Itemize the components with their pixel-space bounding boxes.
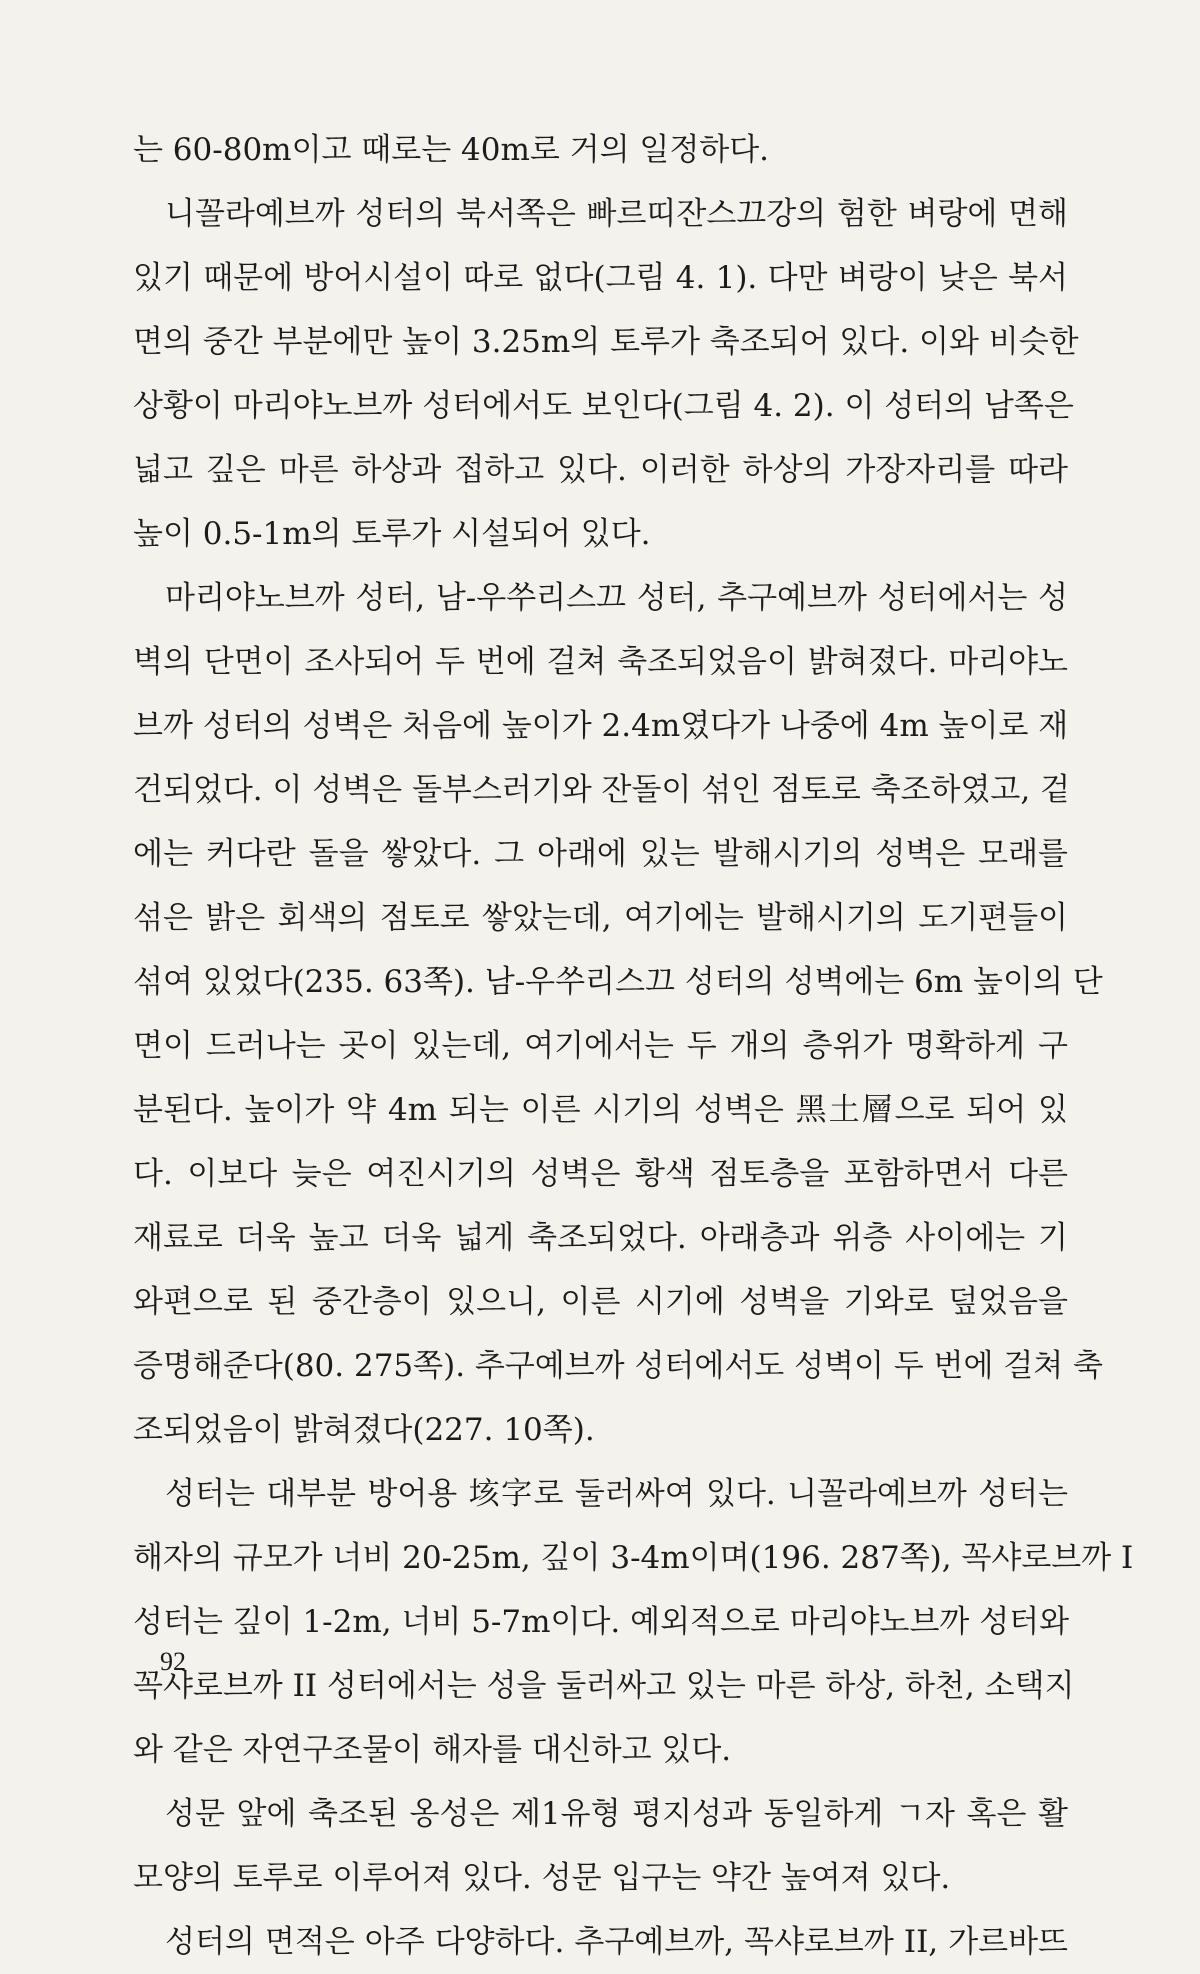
text-line: 에는 커다란 돌을 쌓았다. 그 아래에 있는 발해시기의 성벽은 모래를 — [133, 836, 1068, 872]
text-line: 니꼴라예브까 성터의 북서쪽은 빠르띠잔스끄강의 험한 벼랑에 면해 — [165, 196, 1068, 232]
text-line: 는 60-80m이고 때로는 40m로 거의 일정하다. — [133, 132, 770, 168]
text-line: 브까 성터의 성벽은 처음에 높이가 2.4m였다가 나중에 4m 높이로 재 — [133, 708, 1069, 744]
text-line: 마리야노브까 성터, 남-우쑤리스끄 성터, 추구예브까 성터에서는 성 — [165, 580, 1068, 616]
text-line: 성터는 깊이 1-2m, 너비 5-7m이다. 예외적으로 마리야노브까 성터와 — [133, 1604, 1070, 1640]
text-line: 성터의 면적은 아주 다양하다. 추구예브까, 꼭샤로브까 II, 가르바뜨 — [165, 1924, 1068, 1960]
text-line: 와편으로 된 중간층이 있으니, 이른 시기에 성벽을 기와로 덮었음을 — [133, 1284, 1068, 1320]
text-line: 성터는 대부분 방어용 垓字로 둘러싸여 있다. 니꼴라예브까 성터는 — [165, 1476, 1068, 1512]
text-line: 섞은 밝은 회색의 점토로 쌓았는데, 여기에는 발해시기의 도기편들이 — [133, 900, 1068, 936]
text-line: 성문 앞에 축조된 옹성은 제1유형 평지성과 동일하게 ㄱ자 혹은 활 — [165, 1796, 1068, 1832]
text-line: 조되었음이 밝혀졌다(227. 10쪽). — [133, 1412, 595, 1448]
text-line: 넓고 깊은 마른 하상과 접하고 있다. 이러한 하상의 가장자리를 따라 — [133, 452, 1068, 488]
text-line: 높이 0.5-1m의 토루가 시설되어 있다. — [133, 516, 651, 552]
text-line: 섞여 있었다(235. 63쪽). 남-우쑤리스끄 성터의 성벽에는 6m 높이의 단 — [133, 964, 1103, 1000]
text-line: 상황이 마리야노브까 성터에서도 보인다(그림 4. 2). 이 성터의 남쪽은 — [133, 388, 1074, 424]
text-line: 와 같은 자연구조물이 해자를 대신하고 있다. — [133, 1732, 732, 1768]
text-line: 다. 이보다 늦은 여진시기의 성벽은 황색 점토층을 포함하면서 다른 — [133, 1156, 1068, 1192]
text-line: 증명해준다(80. 275쪽). 추구예브까 성터에서도 성벽이 두 번에 걸쳐 축 — [133, 1348, 1103, 1384]
text-line: 모양의 토루로 이루어져 있다. 성문 입구는 약간 높여져 있다. — [133, 1860, 951, 1896]
text-line: 분된다. 높이가 약 4m 되는 이른 시기의 성벽은 黑土層으로 되어 있 — [133, 1092, 1068, 1128]
text-line: 꼭샤로브까 II 성터에서는 성을 둘러싸고 있는 마른 하상, 하천, 소택지 — [133, 1668, 1075, 1704]
text-line: 있기 때문에 방어시설이 따로 없다(그림 4. 1). 다만 벼랑이 낮은 북서 — [133, 260, 1068, 296]
text-line: 면의 중간 부분에만 높이 3.25m의 토루가 축조되어 있다. 이와 비슷한 — [133, 324, 1079, 360]
text-line: 해자의 규모가 너비 20-25m, 깊이 3-4m이며(196. 287쪽), 꼭샤로브까 I — [133, 1540, 1134, 1576]
body-text — [133, 118, 1134, 1974]
text-line: 건되었다. 이 성벽은 돌부스러기와 잔돌이 섞인 점토로 축조하였고, 겉 — [133, 772, 1071, 808]
text-line: 재료로 더욱 높고 더욱 넓게 축조되었다. 아래층과 위층 사이에는 기 — [133, 1220, 1068, 1256]
text-line: 벽의 단면이 조사되어 두 번에 걸쳐 축조되었음이 밝혀졌다. 마리야노 — [133, 644, 1068, 680]
text-line: 면이 드러나는 곳이 있는데, 여기에서는 두 개의 층위가 명확하게 구 — [133, 1028, 1068, 1064]
page-number: 92 — [160, 1647, 186, 1676]
